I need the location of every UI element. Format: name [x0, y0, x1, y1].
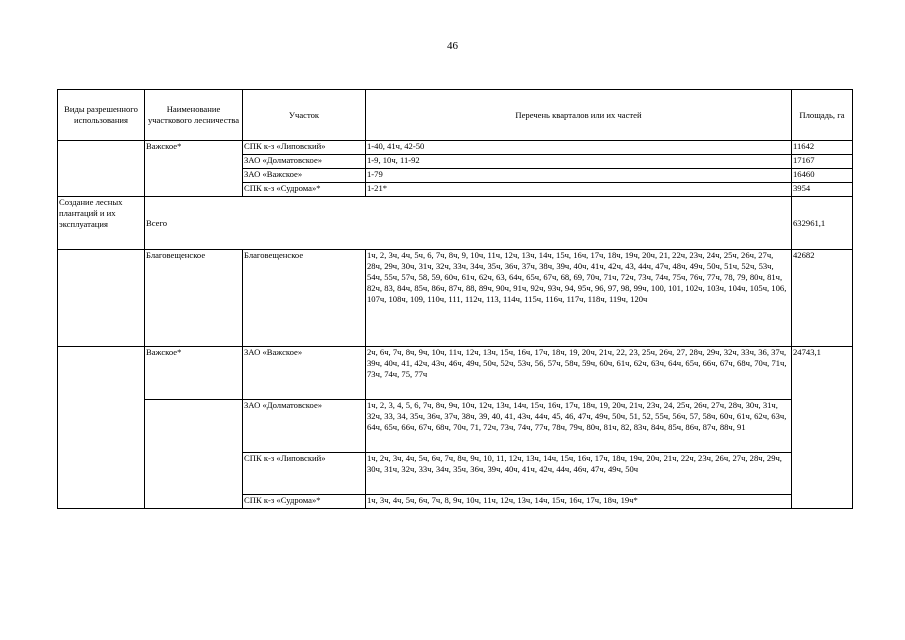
quarters-cell: 1ч, 2, 3ч, 4ч, 5ч, 6, 7ч, 8ч, 9, 10ч, 11ч, 12ч, 13ч, 14ч, 15ч, 16ч, 17ч, 18ч, 19ч, 20ч, 21, 22ч, 23ч, 24ч, 25ч, 26ч, 27ч, 28ч, 29ч, 30ч, 31ч, 32ч, 33ч, 34ч, 35ч, 36ч, 37ч, 38ч, 39ч, 40ч, 41ч, 42ч, 43, 44ч, 47ч, 48ч, 49ч, 50ч, 51ч, 52ч, 53ч, 54ч, 55ч, 57ч, 58, 59, 60ч, 61ч, 62ч, 63, 64ч, 65ч, 67ч, 68, 69, 70ч, 71ч, 72ч, 73ч, 74ч, 75ч, 76ч, 77ч, 78, 79, 80ч, 81ч, 82ч, 83, 84ч, 85ч, 86ч, 87ч, 88, 89ч, 90ч, 91ч, 92ч, 93ч, 94, 95ч, 96, 97, 98, 99ч, 100, 101, 102ч, 103ч, 104ч, 105ч, 106, 107ч, 108ч, 109, 110ч, 111, 112ч, 113, 114ч, 115ч, 116ч, 117ч, 118ч, 119ч, 120ч: [366, 250, 792, 347]
plot-cell: ЗАО «Долматовское»: [243, 155, 366, 169]
usage-cell: Создание лесных плантаций и их эксплуатация: [58, 197, 145, 250]
header-usage: Виды разрешенного использования: [58, 90, 145, 141]
area-cell: 24743,1: [792, 347, 853, 509]
area-cell: 16460: [792, 169, 853, 183]
forestry-cell: Важское*: [145, 347, 243, 400]
usage-cell-empty: [58, 141, 145, 197]
plot-cell: ЗАО «Долматовское»: [243, 400, 366, 453]
header-area: Площадь, га: [792, 90, 853, 141]
usage-cell-empty: [58, 250, 145, 347]
total-label: Всего: [145, 197, 792, 250]
table-row: [58, 347, 853, 400]
forestry-cell-empty: [145, 400, 243, 509]
table-row: [58, 250, 853, 347]
quarters-cell: 1-79: [366, 169, 792, 183]
plot-cell: СПК к-з «Липовский»: [243, 453, 366, 495]
plot-cell: ЗАО «Важское»: [243, 169, 366, 183]
quarters-cell: 1-40, 41ч, 42-50: [366, 141, 792, 155]
usage-cell-empty: [58, 347, 145, 509]
area-cell: 11642: [792, 141, 853, 155]
section-total-row: [58, 197, 853, 250]
table-row: [58, 141, 853, 155]
quarters-cell: 1-9, 10ч, 11-92: [366, 155, 792, 169]
plot-cell: СПК к-з «Судрома»*: [243, 495, 366, 509]
header-forestry: Наименование участкового лесничества: [145, 90, 243, 141]
page-number: 46: [447, 40, 458, 52]
header-plot: Участок: [243, 90, 366, 141]
table-row: [58, 400, 853, 453]
plot-cell: ЗАО «Важское»: [243, 347, 366, 400]
quarters-cell: 2ч, 6ч, 7ч, 8ч, 9ч, 10ч, 11ч, 12ч, 13ч, 15ч, 16ч, 17ч, 18ч, 19, 20ч, 21ч, 22, 23, 25ч, 26ч, 27, 28ч, 29ч, 32ч, 33ч, 36, 37ч, 39ч, 40ч, 41, 42ч, 43ч, 46ч, 49ч, 50ч, 52ч, 53ч, 56, 57ч, 58ч, 59ч, 60ч, 61ч, 62ч, 63ч, 64ч, 65ч, 66ч, 67ч, 68ч, 70ч, 71ч, 73ч, 74ч, 75, 77ч: [366, 347, 792, 400]
area-cell: 3954: [792, 183, 853, 197]
header-quarters: Перечень кварталов или их частей: [366, 90, 792, 141]
area-cell: 17167: [792, 155, 853, 169]
forestry-cell: Благовещенское: [145, 250, 243, 347]
quarters-cell: 1ч, 3ч, 4ч, 5ч, 6ч, 7ч, 8, 9ч, 10ч, 11ч, 12ч, 13ч, 14ч, 15ч, 16ч, 17ч, 18ч, 19ч*: [366, 495, 792, 509]
forestry-cell: Важское*: [145, 141, 243, 197]
quarters-cell: 1ч, 2, 3, 4, 5, 6, 7ч, 8ч, 9ч, 10ч, 12ч, 13ч, 14ч, 15ч, 16ч, 17ч, 18ч, 19, 20ч, 21ч, 23ч, 24, 25ч, 26ч, 27ч, 28ч, 30ч, 31ч, 32ч, 33, 34, 35ч, 36ч, 37ч, 38ч, 39, 40, 41, 43ч, 44ч, 45, 46, 47ч, 49ч, 50ч, 51, 52, 55ч, 56ч, 57, 58ч, 60ч, 61ч, 62ч, 63ч, 64ч, 65ч, 66ч, 67ч, 68ч, 70ч, 71, 72ч, 73ч, 74ч, 77ч, 78ч, 79ч, 80ч, 81ч, 82, 83ч, 84ч, 85ч, 86ч, 87ч, 88ч, 91: [366, 400, 792, 453]
plot-cell: СПК к-з «Судрома»*: [243, 183, 366, 197]
forest-plots-table: [57, 89, 853, 509]
total-area: 632961,1: [792, 197, 853, 250]
table-header-row: [58, 90, 853, 141]
plot-cell: Благовещенское: [243, 250, 366, 347]
plot-cell: СПК к-з «Липовский»: [243, 141, 366, 155]
quarters-cell: 1ч, 2ч, 3ч, 4ч, 5ч, 6ч, 7ч, 8ч, 9ч, 10, 11, 12ч, 13ч, 14ч, 15ч, 16ч, 17ч, 18ч, 19ч, 20ч, 21ч, 22ч, 23ч, 26ч, 27ч, 28ч, 29ч, 30ч, 31ч, 32ч, 33ч, 34ч, 35ч, 36ч, 39ч, 40ч, 41ч, 42ч, 44ч, 46ч, 47ч, 49ч, 50ч: [366, 453, 792, 495]
quarters-cell: 1-21*: [366, 183, 792, 197]
area-cell: 42682: [792, 250, 853, 347]
